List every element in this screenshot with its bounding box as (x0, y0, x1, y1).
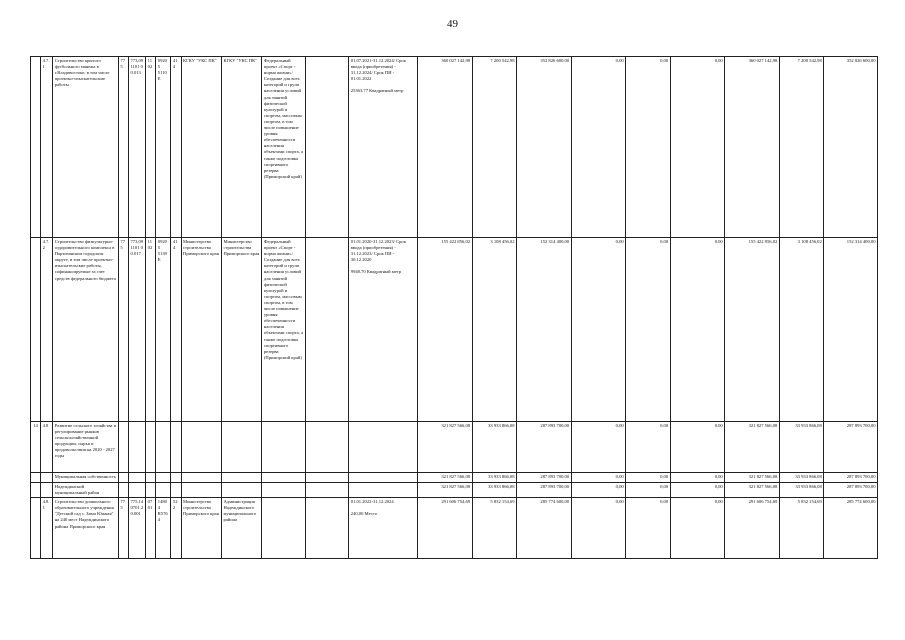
cell-name: Надеждинский муниципальный район (53, 483, 119, 498)
cell-v5: 0,00 (626, 473, 670, 483)
cell-k3: 1102 (146, 238, 156, 422)
cell-v5: 0,00 (626, 498, 670, 559)
cell-name: Строительство дошкольного образовательного учреждения "Детский сад с. Зима Южная" на 240 мест Надеждинского района Приморского края (53, 498, 119, 559)
cell-k4: 09205 5139Е (156, 238, 171, 422)
cell-k3 (146, 422, 156, 473)
cell-v7: 155 422 856,02 (725, 238, 780, 422)
cell-k4 (156, 422, 171, 473)
cell-org2: КГКУ "УКС ПК" (221, 57, 261, 238)
cell-v4: 0,00 (571, 498, 626, 559)
cell-k1: 775 (118, 498, 128, 559)
cell-v9: 352 826 600,00 (824, 57, 878, 238)
cell-v9: 287 893 700,00 (824, 422, 878, 473)
cell-v7: 360 027 142,98 (725, 57, 780, 238)
cell-k1 (118, 422, 128, 473)
cell-k2 (129, 422, 146, 473)
cell-v1: 321 827 566,08 (417, 422, 472, 473)
cell-org2 (221, 483, 261, 498)
budget-table (30, 56, 878, 559)
cell-k1: 775 (118, 238, 128, 422)
cell-v6: 0,00 (670, 238, 725, 422)
cell-v4: 0,00 (571, 473, 626, 483)
cell-project (262, 498, 305, 559)
cell-blank (305, 238, 348, 422)
cell-v7: 321 827 566,08 (725, 483, 780, 498)
cell-v2: 33 933 866,08 (472, 473, 516, 483)
cell-period (349, 422, 418, 473)
cell-v3: 285 774 600,00 (517, 498, 572, 559)
cell-period: 01.07.2021-31.12.2024/ Срок ввода (приобретения) - 31.12.2024/ Срок ПИ - 01.01.2022 25363,77 Квадратный метр (349, 57, 418, 238)
cell-v3: 352 826 600,00 (517, 57, 572, 238)
cell-v5: 0,00 (626, 422, 670, 473)
cell-v2: 33 933 866,08 (472, 422, 516, 473)
cell-c0: 14 (31, 422, 41, 473)
cell-v1: 155 422 856,02 (417, 238, 472, 422)
cell-org1: КГКУ "УКС ПК" (181, 57, 221, 238)
cell-project (262, 422, 305, 473)
cell-v9: 152 314 400,00 (824, 238, 878, 422)
cell-org2: Администрация Надеждинского муниципального района (221, 498, 261, 559)
cell-k1: 775 (118, 57, 128, 238)
cell-v2: 33 933 866,08 (472, 483, 516, 498)
cell-v5: 0,00 (626, 57, 670, 238)
cell-org2: Министерство строительства Приморского края (221, 238, 261, 422)
cell-k1 (118, 483, 128, 498)
cell-v4: 0,00 (571, 483, 626, 498)
cell-v8: 3 108 456,02 (779, 238, 823, 422)
cell-org1: Министерство строительства Приморского края (181, 498, 221, 559)
cell-k2: 775.14 0701.2 0.001 (129, 498, 146, 559)
cell-blank (305, 473, 348, 483)
cell-org1: Министерство строительства Приморского края (181, 238, 221, 422)
cell-v8: 33 933 866,08 (779, 422, 823, 473)
cell-v2: 3 108 456,02 (472, 238, 516, 422)
cell-project (262, 473, 305, 483)
cell-k1 (118, 473, 128, 483)
cell-period: 01.01.2020-31.12.2023/ Срок ввода (приобретения) - 31.12.2023/ Срок ПИ - 30.12.2020 9948,70 Квадратный метр (349, 238, 418, 422)
cell-v1: 291 606 754,69 (417, 498, 472, 559)
cell-v6: 0,00 (670, 57, 725, 238)
cell-v9: 285 774 600,00 (824, 498, 878, 559)
cell-k5 (171, 473, 181, 483)
cell-blank (305, 498, 348, 559)
cell-c0 (31, 483, 41, 498)
table-row (31, 498, 878, 559)
cell-k2 (129, 483, 146, 498)
cell-name: Муниципальная собственность (53, 473, 119, 483)
cell-k5 (171, 422, 181, 473)
cell-v8: 33 933 866,08 (779, 473, 823, 483)
cell-v5: 0,00 (626, 238, 670, 422)
cell-v7: 291 606 754,69 (725, 498, 780, 559)
cell-project: Федеральный проект «Спорт - норма жизни»/Создание для всех категорий и групп населения условий для занятий физической культурой и спортом, массовым спортом, в том числе повышение уровня обеспеченности населения объектами спорта, а также подготовка спортивного резерва (Приморский край) (262, 57, 305, 238)
cell-c0 (31, 238, 41, 422)
cell-c0 (31, 473, 41, 483)
page-number: 49 (447, 18, 458, 30)
cell-v4: 0,00 (571, 238, 626, 422)
cell-org1 (181, 473, 221, 483)
cell-k3: 1102 (146, 57, 156, 238)
cell-project (262, 483, 305, 498)
cell-c1: 4.8 (41, 422, 53, 473)
cell-v8: 5 832 154,69 (779, 498, 823, 559)
cell-k5 (171, 483, 181, 498)
cell-k5: 522 (171, 498, 181, 559)
cell-v4: 0,00 (571, 422, 626, 473)
cell-k5: 414 (171, 238, 181, 422)
cell-blank (305, 483, 348, 498)
cell-v1: 321 827 566,08 (417, 473, 472, 483)
cell-v3: 287 893 700,00 (517, 483, 572, 498)
cell-v9: 287 893 700,00 (824, 483, 878, 498)
cell-v8: 7 200 542,98 (779, 57, 823, 238)
cell-org1 (181, 422, 221, 473)
cell-c1 (41, 473, 53, 483)
cell-k3: 0701 (146, 498, 156, 559)
cell-k2: 773,09 1101 0 0.017 (129, 238, 146, 422)
cell-v4: 0,00 (571, 57, 626, 238)
cell-name: Строительство физкультурно-оздоровительного комплекса в Партизанском городском округе, в том числе проектно-изыскательские работы, софинансируемые за счет средств федерального бюджета (53, 238, 119, 422)
table-row (31, 238, 878, 422)
cell-c0 (31, 498, 41, 559)
cell-name: Развитие сельского хозяйства и регулирование рынков сельскохозяйственной продукции, сырья и продовольствия на 2020 - 2027 годы (53, 422, 119, 473)
cell-period: 01.01.2022-31.12.2024 240,00 Место (349, 498, 418, 559)
cell-c1 (41, 483, 53, 498)
cell-org2 (221, 422, 261, 473)
cell-blank (305, 422, 348, 473)
cell-project: Федеральный проект «Спорт - норма жизни»/Создание для всех категорий и групп населения условий для занятий физической культурой и спортом, массовым спортом, в том числе повышение уровня обеспеченности населения объектами спорта, а также подготовка спортивного резерва (Приморский край) (262, 238, 305, 422)
table-row (31, 473, 878, 483)
cell-v6: 0,00 (670, 473, 725, 483)
cell-c1: 4.7. 2 (41, 238, 53, 422)
cell-k3 (146, 483, 156, 498)
cell-v1: 360 027 142,98 (417, 57, 472, 238)
cell-blank (305, 57, 348, 238)
cell-period (349, 473, 418, 483)
cell-k2: 773,09 1101 0 0.013 (129, 57, 146, 238)
cell-c0 (31, 57, 41, 238)
cell-v6: 0,00 (670, 422, 725, 473)
cell-k4 (156, 483, 171, 498)
cell-v9: 287 893 700,00 (824, 473, 878, 483)
cell-k4 (156, 473, 171, 483)
cell-k4: 09205 5110Е (156, 57, 171, 238)
cell-v5: 0,00 (626, 483, 670, 498)
cell-v2: 7 200 542,98 (472, 57, 516, 238)
cell-v7: 321 827 566,08 (725, 473, 780, 483)
cell-c1: 4.7. 1 (41, 57, 53, 238)
cell-k5: 414 (171, 57, 181, 238)
cell-v1: 321 827 566,08 (417, 483, 472, 498)
cell-name: Строительство крытого футбольного манежа в г.Владивостоке, в том числе проектно-изыскательские работы (53, 57, 119, 238)
cell-v3: 287 893 700,00 (517, 422, 572, 473)
cell-v6: 0,00 (670, 483, 725, 498)
cell-v8: 33 933 866,08 (779, 483, 823, 498)
table-row (31, 483, 878, 498)
cell-period (349, 483, 418, 498)
cell-v7: 321 827 566,08 (725, 422, 780, 473)
cell-k2 (129, 473, 146, 483)
table-row (31, 57, 878, 238)
cell-k3 (146, 473, 156, 483)
cell-v3: 287 893 700,00 (517, 473, 572, 483)
cell-org1 (181, 483, 221, 498)
cell-v2: 5 832 154,69 (472, 498, 516, 559)
cell-org2 (221, 473, 261, 483)
cell-k4: 14804 R5764 (156, 498, 171, 559)
table-row (31, 422, 878, 473)
cell-c1: 4.8. 1 (41, 498, 53, 559)
cell-v3: 152 314 400,00 (517, 238, 572, 422)
cell-v6: 0,00 (670, 498, 725, 559)
